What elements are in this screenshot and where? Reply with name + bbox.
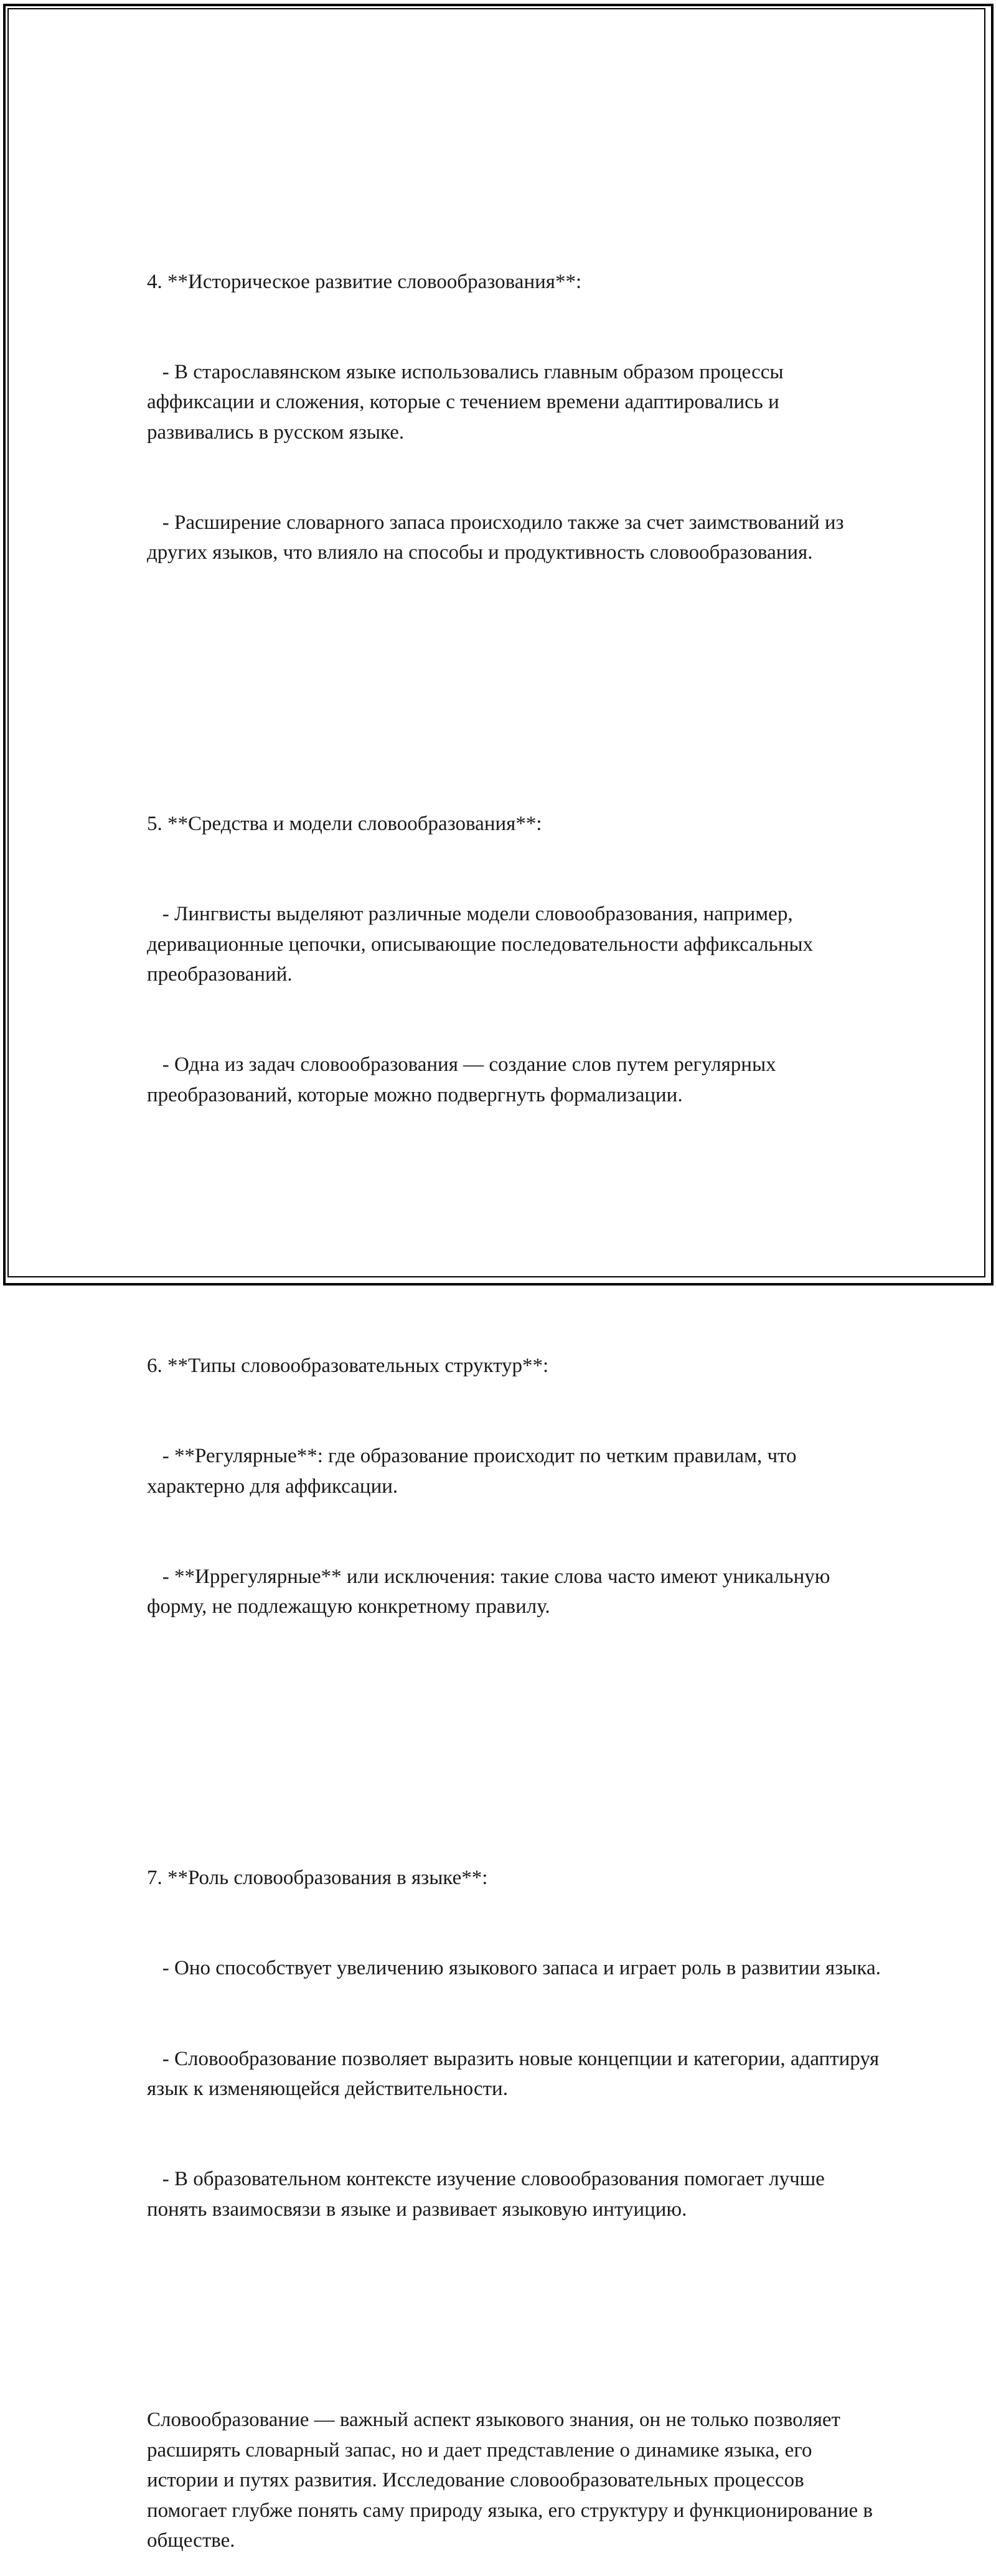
list-item: - В старославянском языке использовались главным образом процессы аффиксации и сложения, которые с течением времени адаптировались и развивались в русском языке. bbox=[147, 360, 789, 444]
conclusion-paragraph: Словообразование — важный аспект языкового знания, он не только позволяет расширять словарный запас, но и дает представление о динамике языка, его истории и путях развития. Исследование словообразовательных процессов помогает глубже понять саму природу языка, его структуру и функционирование в обществе. bbox=[147, 2409, 878, 2552]
list-item: - Расширение словарного запаса происходило также за счет заимствований из других языков, что влияло на способы и продуктивность словообразования. bbox=[147, 511, 849, 564]
section-heading: 4. **Историческое развитие словообразования**: bbox=[147, 270, 582, 293]
list-item: - Словообразование позволяет выразить новые концепции и категории, адаптируя язык к изменяющейся действительности. bbox=[147, 2047, 885, 2100]
section-means-and-models bbox=[147, 749, 881, 1170]
list-item: - **Регулярные**: где образование происходит по четким правилам, что характерно для аффиксации. bbox=[147, 1445, 802, 1498]
list-item: - Одна из задач словообразования — создание слов путем регулярных преобразований, которые можно подвергнуть формализации. bbox=[147, 1053, 781, 1106]
list-item: - В образовательном контексте изучение словообразования помогает лучше понять взаимосвязи в языке и развивает языковую интуицию. bbox=[147, 2168, 830, 2221]
section-heading: 6. **Типы словообразовательных структур**: bbox=[147, 1355, 549, 1378]
section-heading: 7. **Роль словообразования в языке**: bbox=[147, 1867, 488, 1890]
list-item: - Оно способствует увеличению языкового запаса и играет роль в развитии языка. bbox=[147, 1957, 881, 1980]
document-body bbox=[147, 146, 885, 2576]
list-item: - **Иррегулярные** или исключения: такие слова часто имеют уникальную форму, не подлежащую конкретному правилу. bbox=[147, 1566, 835, 1618]
section-historical-development bbox=[147, 207, 881, 628]
list-item: - Лингвисты выделяют различные модели словообразования, например, деривационные цепочки, описывающие последовательности аффиксальных преобразований. bbox=[147, 903, 819, 986]
section-structure-types bbox=[147, 1290, 881, 1682]
section-role-in-language bbox=[147, 1803, 885, 2285]
section-heading: 5. **Средства и модели словообразования**: bbox=[147, 812, 542, 835]
